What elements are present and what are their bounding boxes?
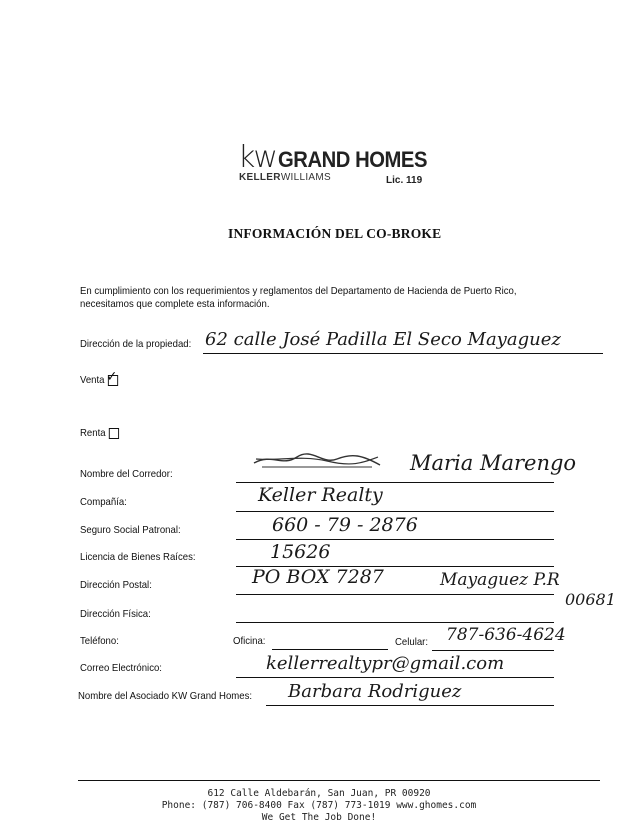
renta-checkbox[interactable]	[109, 428, 119, 439]
broker-name-label: Nombre del Corredor:	[80, 469, 173, 480]
license-label: Licencia de Bienes Raíces:	[80, 552, 196, 563]
property-address-value[interactable]: 62 calle José Padilla El Seco Mayaguez	[205, 329, 561, 350]
cell-value[interactable]: 787-636-4624	[446, 625, 566, 645]
postal-value[interactable]: PO BOX 7287	[252, 566, 384, 588]
footer-divider	[78, 780, 600, 781]
renta-option[interactable]	[80, 428, 120, 439]
cell-line	[432, 650, 554, 651]
postal-label: Dirección Postal:	[80, 580, 152, 591]
broker-name-value[interactable]: Maria Marengo	[410, 451, 577, 475]
license-number: Lic. 119	[386, 175, 423, 186]
office-label: Oficina:	[233, 636, 266, 647]
office-line	[272, 649, 388, 650]
ssn-line	[236, 539, 554, 540]
footer-contact: Phone: (787) 706-8400 Fax (787) 773-1019 www.ghomes.com	[161, 800, 477, 811]
check-icon: ✓	[106, 369, 118, 385]
page-title: INFORMACIÓN DEL CO-BROKE	[228, 226, 442, 241]
property-address-line	[203, 353, 603, 354]
logo-kw: kw	[238, 140, 276, 175]
postal-city-value[interactable]: Mayaguez P.R	[440, 570, 560, 590]
property-address-label: Dirección de la propiedad:	[80, 339, 192, 350]
ssn-label: Seguro Social Patronal:	[80, 525, 181, 536]
renta-label: Renta	[80, 428, 106, 440]
crossed-out-scribble	[252, 449, 382, 471]
phone-label: Teléfono:	[80, 636, 119, 647]
associate-line	[266, 705, 554, 706]
email-value[interactable]: kellerrealtypr@gmail.com	[266, 653, 505, 674]
logo-brand: GRAND HOMES	[278, 147, 427, 172]
email-label: Correo Electrónico:	[80, 663, 162, 674]
ssn-value[interactable]: 660 - 79 - 2876	[272, 514, 418, 536]
associate-value[interactable]: Barbara Rodriguez	[288, 681, 462, 702]
logo-keller-williams: KELLERWILLIAMS	[239, 172, 332, 183]
intro-text: En cumplimiento con los requerimientos y reglamentos del Departamento de Hacienda de Puerto Rico, necesitamos que complete esta información.	[80, 286, 517, 310]
physical-label: Dirección Física:	[80, 609, 151, 620]
postal-line	[236, 594, 554, 595]
associate-label: Nombre del Asociado KW Grand Homes:	[78, 691, 253, 702]
cell-label: Celular:	[395, 637, 429, 648]
email-line	[236, 677, 554, 678]
footer-slogan: We Get The Job Done!	[261, 812, 377, 823]
footer-address: 612 Calle Aldebarán, San Juan, PR 00920	[207, 788, 431, 799]
broker-name-line	[236, 482, 554, 483]
venta-checkbox[interactable]	[106, 369, 118, 386]
license-value[interactable]: 15626	[270, 541, 331, 563]
postal-zip-value[interactable]: 00681	[565, 590, 616, 609]
company-value[interactable]: Keller Realty	[258, 484, 383, 506]
physical-line	[236, 622, 554, 623]
company-label: Compañía:	[80, 497, 127, 508]
venta-label: Venta	[80, 375, 105, 387]
company-line	[236, 511, 554, 512]
venta-option[interactable]	[80, 369, 118, 387]
